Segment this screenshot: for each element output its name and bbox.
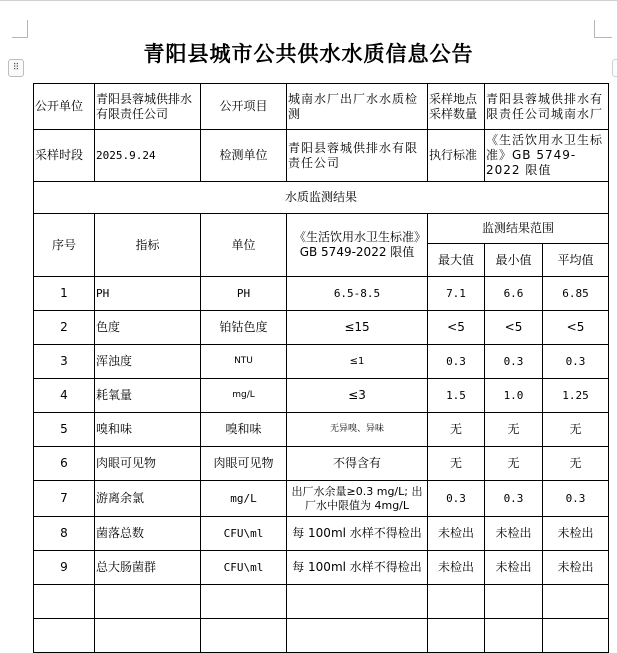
header-avg: 平均值 [543,244,609,277]
table-row [34,481,609,517]
empty-row [34,619,609,653]
row-indicator: PH [95,277,201,311]
row-unit: 铂钴色度 [201,311,287,345]
sample-site-value: 青阳县蓉城供排水有限责任公司城南水厂 [485,84,609,130]
row-limit: ≤3 [287,379,428,413]
info-row-1 [34,84,609,130]
standard-value: 《生活饮用水卫生标准》GB 5749-2022 限值 [485,130,609,182]
row-min: 0.3 [485,345,543,379]
row-indicator: 菌落总数 [95,517,201,551]
row-index: 9 [34,551,95,585]
row-max: <5 [428,311,485,345]
row-unit: PH [201,277,287,311]
table-row [34,413,609,447]
row-max: 1.5 [428,379,485,413]
empty-row [34,585,609,619]
section-title-row [34,182,609,214]
row-index: 2 [34,311,95,345]
header-limit: 《生活饮用水卫生标准》GB 5749-2022 限值 [287,214,428,277]
row-min: 0.3 [485,481,543,517]
row-indicator: 浑浊度 [95,345,201,379]
header-indicator: 指标 [95,214,201,277]
row-unit: CFU\ml [201,517,287,551]
standard-label: 执行标准 [428,130,485,182]
row-avg: 1.25 [543,379,609,413]
table-row [34,447,609,481]
sample-period-value: 2025.9.24 [95,130,201,182]
test-unit-label: 检测单位 [201,130,287,182]
row-indicator: 总大肠菌群 [95,551,201,585]
publish-item-label: 公开项目 [201,84,287,130]
header-unit: 单位 [201,214,287,277]
row-max: 0.3 [428,481,485,517]
header-min: 最小值 [485,244,543,277]
row-min: 1.0 [485,379,543,413]
row-limit: ≤15 [287,311,428,345]
row-max: 0.3 [428,345,485,379]
row-limit: 出厂水余量≥0.3 mg/L; 出厂水中限值为 4mg/L [287,481,428,517]
row-min: 6.6 [485,277,543,311]
row-indicator: 游离余氯 [95,481,201,517]
row-indicator: 肉眼可见物 [95,447,201,481]
publish-unit-value: 青阳县蓉城供排水有限责任公司 [95,84,201,130]
row-indicator: 嗅和味 [95,413,201,447]
header-range: 监测结果范围 [428,214,609,244]
row-avg: 无 [543,447,609,481]
page-corner-mark-left [12,20,28,38]
table-row [34,345,609,379]
row-avg: 6.85 [543,277,609,311]
publish-item-value: 城南水厂出厂水水质检测 [287,84,428,130]
sample-period-label: 采样时段 [34,130,95,182]
table-row [34,379,609,413]
header-row-1 [34,214,609,244]
row-unit: CFU\ml [201,551,287,585]
row-index: 4 [34,379,95,413]
row-unit: 嗅和味 [201,413,287,447]
row-max: 未检出 [428,517,485,551]
row-max: 无 [428,413,485,447]
row-min: 未检出 [485,517,543,551]
row-min: 未检出 [485,551,543,585]
row-index: 7 [34,481,95,517]
row-avg: 0.3 [543,345,609,379]
row-index: 3 [34,345,95,379]
table-row [34,311,609,345]
row-index: 5 [34,413,95,447]
row-min: 无 [485,447,543,481]
row-avg: 未检出 [543,517,609,551]
water-quality-table [33,83,609,653]
page-corner-mark-right [594,20,612,38]
row-limit: 无异嗅、异味 [287,413,428,447]
row-limit: 每 100ml 水样不得检出 [287,517,428,551]
row-min: 无 [485,413,543,447]
table-row [34,551,609,585]
table-move-handle-icon[interactable]: ⠿ [8,59,24,77]
row-min: <5 [485,311,543,345]
row-unit: NTU [201,345,287,379]
row-limit: 6.5-8.5 [287,277,428,311]
sample-site-label: 采样地点采样数量 [428,84,485,130]
row-avg: <5 [543,311,609,345]
row-max: 7.1 [428,277,485,311]
row-avg: 未检出 [543,551,609,585]
row-index: 8 [34,517,95,551]
row-unit: 肉眼可见物 [201,447,287,481]
row-limit: 不得含有 [287,447,428,481]
row-index: 1 [34,277,95,311]
publish-unit-label: 公开单位 [34,84,95,130]
page-top-border [0,0,617,1]
header-max: 最大值 [428,244,485,277]
info-row-2 [34,130,609,182]
row-indicator: 耗氧量 [95,379,201,413]
header-index: 序号 [34,214,95,277]
document-title: 青阳县城市公共供水水质信息公告 [143,42,474,66]
row-unit: mg/L [201,481,287,517]
section-title: 水质监测结果 [34,182,609,214]
row-indicator: 色度 [95,311,201,345]
table-row [34,517,609,551]
row-max: 未检出 [428,551,485,585]
table-row [34,277,609,311]
test-unit-value: 青阳县蓉城供排水有限责任公司 [287,130,428,182]
row-avg: 0.3 [543,481,609,517]
row-unit: mg/L [201,379,287,413]
row-max: 无 [428,447,485,481]
row-limit: 每 100ml 水样不得检出 [287,551,428,585]
row-limit: ≤1 [287,345,428,379]
row-avg: 无 [543,413,609,447]
row-index: 6 [34,447,95,481]
